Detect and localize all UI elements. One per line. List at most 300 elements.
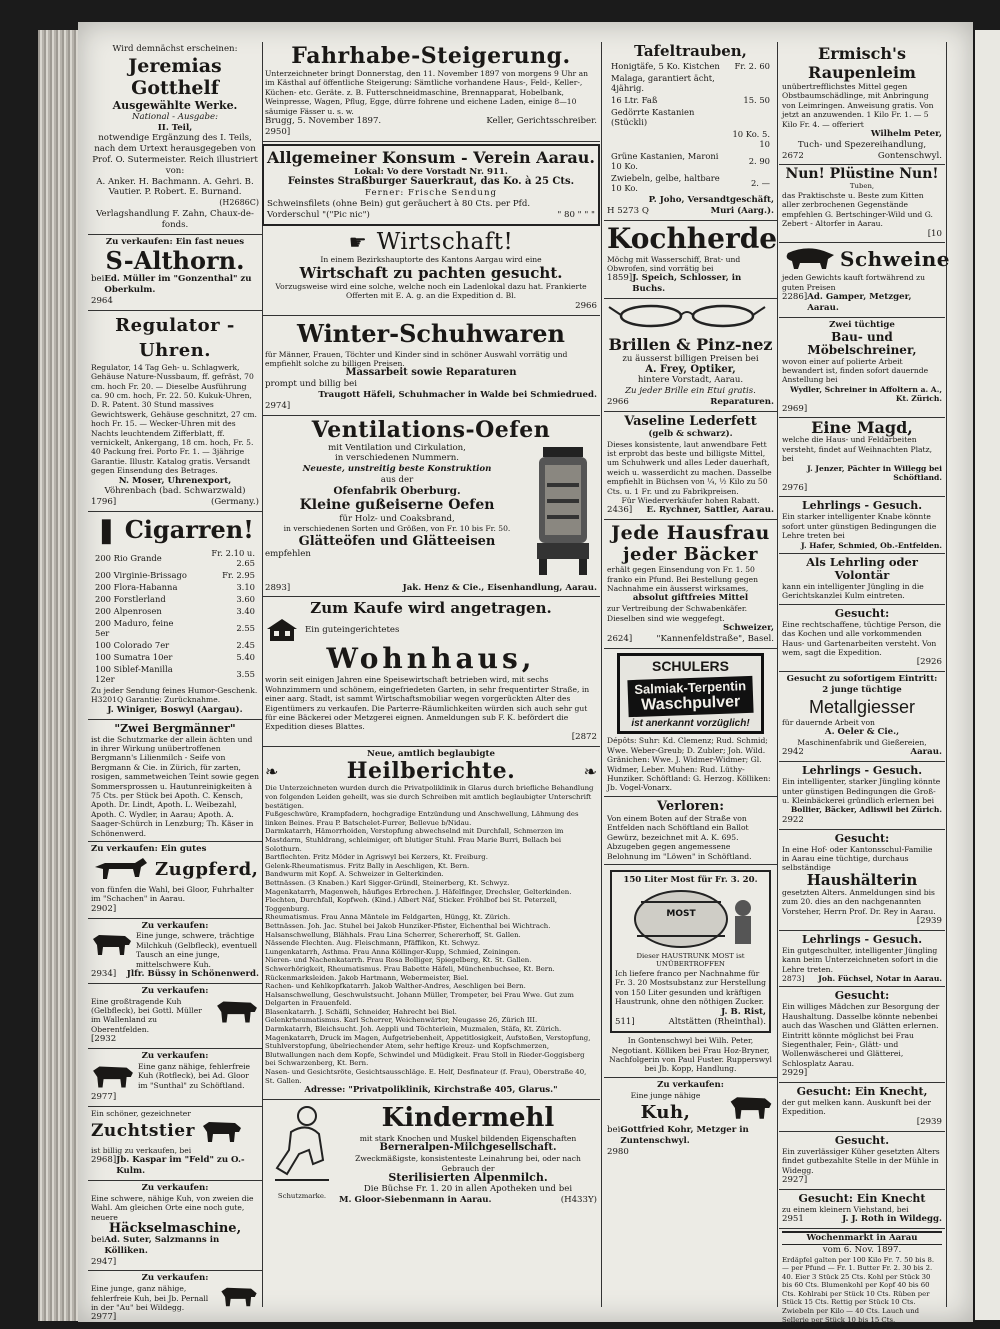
ad-title: Wochenmarkt in Aarau <box>782 1231 942 1245</box>
ad-contact: Gottfried Kohr, Metzger in Zuntenschwyl. <box>620 1124 749 1146</box>
column-3 <box>604 42 777 1312</box>
ad-body: für dauernde Arbeit von <box>782 717 875 727</box>
ad-body: In einem Bezirkshauptorte des Kantons Aargau wird eine <box>320 254 542 264</box>
ad-cigarren <box>88 512 262 720</box>
ad-bei: bei <box>91 274 105 285</box>
ad-addr: "Kannenfeldstraße", Basel. <box>656 633 774 644</box>
ad-title: Kochherde <box>607 221 778 255</box>
ad-title: Ventilations-Oefen <box>311 416 551 443</box>
ad-heilberichte <box>262 747 600 1100</box>
ad-footer: Zu jeder Sendung feines Humor-Geschenk. H3201Q Garantie: Zurücknahme. <box>91 686 258 705</box>
table-cell: 15. 50 <box>743 95 770 105</box>
ad-claim: ist anerkannt vorzüglich! <box>631 717 750 729</box>
ad-heading: Zu verkaufen: <box>141 985 209 996</box>
table-cell: 2.45 <box>236 640 255 651</box>
ad-number: 2966 <box>607 396 629 407</box>
ad-brand: SCHULERS <box>651 657 729 674</box>
table-row <box>609 129 772 149</box>
ad-firm: Wydler, Schreiner in Affoltern a. A., Kt. Zürich. <box>790 384 942 404</box>
testimonial-list <box>265 810 597 1085</box>
ad-title: Bau- und Möbelschreiner, <box>807 329 917 357</box>
cigar-icon: ❚ <box>96 515 117 545</box>
ad-number: 2951 <box>782 1214 804 1225</box>
testimonial-item: Magenkatarrh, Druck im Magen, Aufgetriebenheit, Appetitlosigkeit, Aufstoßen, Verstopfung, Stuhlverstopfung, übelriechender Atem, sehr heftige Kreuz- und Kopfschmerzen, Blutwallungen nach dem Kopfe, Schwindel und Müdigkeit. Frau Stoll in Rieder-Goggisberg bei Schwarzenberg, Kt. Bern. <box>265 1033 591 1068</box>
ad-line: mit Ventilation und Cirkulation, <box>328 442 466 453</box>
ad-sub: 2 junge tüchtige <box>822 684 902 695</box>
table-cell: 200 Alpenrosen <box>95 606 162 617</box>
ad-title: Eine Magd, <box>811 418 913 438</box>
ad-firm: Ad. Gamper, Metzger, Aarau. <box>807 292 912 314</box>
ad-line: mit stark Knochen und Muskel bildenden Eigenschaften <box>359 1134 577 1144</box>
ad-line: Ofenfabrik Oberburg. <box>333 484 461 497</box>
ad-contact: Jlfr. Büssy in Schönenwerd. <box>126 968 259 979</box>
ad-line: Berneralpen-Milchgesellschaft. <box>379 1142 557 1154</box>
ad-heading: Zu verkaufen: Ein fast neues <box>105 236 245 247</box>
ad-bei: bei <box>91 1234 105 1245</box>
ad-most <box>604 865 777 1078</box>
ad-milchkuh <box>88 919 262 984</box>
testimonial-item: Nieren- und Nachenkatarrh. Frau Rosa Bolliger, Spiegelberg, Kt. St. Gallen. <box>265 956 532 965</box>
ad-contact: Ed. Müller im "Gonzenthal" zu Oberkulm. <box>104 274 252 296</box>
ad-body: von fünfen die Wahl, bei Gloor, Fuhrhalter im "Schachen" in Aarau. <box>91 884 254 904</box>
product-sign <box>627 675 753 716</box>
table-cell: Fr. 2.95 <box>222 570 255 581</box>
ad-kuh-3 <box>88 1049 262 1107</box>
ad-title: Ermisch's Raupenleim <box>808 44 916 82</box>
ad-markt <box>779 1229 945 1327</box>
ad-hausfrau <box>604 520 777 648</box>
ad-firm: Wilhelm Peter, <box>870 129 942 140</box>
ad-title-3: Glätteöfen und Glätteeisen <box>298 533 496 549</box>
trademark-illustration <box>269 1102 335 1188</box>
ad-intro: Die Unterzeichneten wurden durch die Privatpoliklinik in Glarus durch briefliche Behandlung von folgenden Leiden geheilt, was sie durch Schreiben mit amtlich beglaubigter Unterschrift bestätigen. <box>265 784 594 810</box>
table-row <box>93 606 257 616</box>
ad-konsum <box>262 144 600 226</box>
ad-part: II. Teil, <box>157 122 193 133</box>
ad-number: 2922 <box>782 814 804 825</box>
ad-body: Möchg mit Wasserschiff, Brat- und Obwrofen, sind vorrätig bei <box>607 254 741 273</box>
ad-line: Neueste, unstreitig beste Konstruktion <box>302 464 492 475</box>
ad-kuher <box>779 1132 945 1190</box>
ad-product-2: Waschpulver <box>640 692 741 714</box>
ad-title-2: jeder Bäcker <box>623 544 758 566</box>
ad-heading: Zu verkaufen: <box>141 920 209 931</box>
table-row <box>93 652 257 662</box>
testimonial-item: Blasenkatarrh. J. Schäfli, Schneider, Hahrecht bei Biel. <box>265 1007 457 1016</box>
ad-firm: J. J. Roth in Wildegg. <box>842 1214 942 1225</box>
ad-title: Wirtschaft! <box>376 228 514 255</box>
ad-lehrling-2 <box>779 762 945 829</box>
table-cell: 2. 90 <box>748 156 770 166</box>
table-row <box>93 640 257 650</box>
ad-number: 2624] <box>607 633 633 644</box>
testimonial-item: Gelenkrheumatismus. Karl Scherrer, Weichenwärter, Neugasse 26, Zürich III. <box>265 1016 538 1025</box>
testimonial-item: Rheumatismus. Frau Anna Mäntele im Feldgarten, Hüngg, Kt. Zürich. <box>265 913 511 922</box>
ad-number: 2968] <box>91 1155 117 1166</box>
ad-number: [2872 <box>571 731 597 742</box>
ad-title: Schweine <box>840 246 950 271</box>
ad-title: Gesucht. <box>834 1133 890 1147</box>
testimonial-item: Halsanschwellung, Geschwulstsucht. Johann Müller, Trompeter, bei Frau Wwe. Gut zum Delgarten in Frauenfeld. <box>265 990 574 1008</box>
ad-gotthelf <box>88 42 262 235</box>
table-row <box>609 173 772 193</box>
ad-schreiner <box>779 318 945 419</box>
ad-title: Regulator - Uhren. <box>115 314 235 361</box>
ad-oefen <box>262 416 600 598</box>
ornament-icon: ❧ <box>265 761 279 781</box>
ad-title: Winter-Schuhwaren <box>297 318 565 348</box>
ad-mass-2: prompt und billig bei <box>265 379 357 390</box>
ad-firm-2: Maschinenfabrik und Gießereien, <box>797 737 927 747</box>
ad-title: Zugpferd, <box>155 859 259 881</box>
cow-icon <box>215 997 259 1027</box>
ad-haushaelterin <box>779 830 945 931</box>
table-cell: 10 Ko. 5. 10 <box>732 129 770 149</box>
testimonial-item: Bettnässen. (3 Knaben.) Karl Sigger-Gründl, Steinerberg, Kt. Schwyz. <box>265 878 510 887</box>
adjacent-page-strip <box>975 30 1000 1320</box>
ad-lehrling-1 <box>779 497 945 554</box>
ad-body: worin seit einigen Jahren eine Speisewirtschaft betrieben wird, mit sechs Wohnzimmern und schönem, eingefriedeten Garten, in sehr frequentirter Straße, in einer aarg. Stadt, ist sammt Wirtschaftsmobiliar wegen vorgerückten Alter des Eigentümers zu verkaufen. Die Parterre-Räumlichkeiten würden sich auch sehr gut für eine Bäckerei oder Metzgerei eignen. Anmeldungen sub F. K. befördert die Expedition dieses Blattes. <box>265 675 590 732</box>
ad-body: In eine Hof- oder Kantonsschul-Familie in Aarau eine tüchtige, durchaus selbständige <box>782 844 933 873</box>
column-4 <box>779 42 950 1324</box>
ad-vorder: Vorderschul "("Pic nic") <box>267 209 370 220</box>
ad-body: Ein williges Mädchen zur Besorgung der Haushaltung. Dasselbe könnte nebenbei auch das Waschen und Glätten erlernen. Eintritt könnte möglichst bei Frau Siegenthaler, Fein-, Glätt- und Wollenwäscherei und Glätterei, Schlosplatz Aarau. <box>782 1002 940 1068</box>
ad-knecht-2 <box>779 1190 945 1229</box>
table-row <box>609 95 772 105</box>
ad-place: Muri (Aarg.). <box>710 205 774 216</box>
testimonial-item: Halsanschwellung, Blähhals. Frau Lina Scherrer, Schererhoff, St. Gallen. <box>265 930 521 939</box>
ad-title-2: Haushälterin <box>806 870 918 889</box>
table-row <box>609 107 772 127</box>
ad-knecht-1 <box>779 1083 945 1132</box>
ad-date: vom 6. Nov. 1897. <box>822 1244 902 1255</box>
ad-kuh-4 <box>88 1271 262 1326</box>
ad-title <box>91 514 259 546</box>
testimonial-item: Darmkatarrh, Bleichsucht. Joh. Aeppli und Töchterlein, Muzmalen, Stäfa, Kt. Zürich. <box>265 1025 562 1034</box>
ad-firm: N. Moser, Uhrenexport, <box>118 475 232 486</box>
ad-number: 2964 <box>91 295 113 306</box>
ad-title: Gesucht: Ein Knecht, <box>796 1085 928 1099</box>
ad-line: aus der <box>380 475 414 486</box>
ad-title: Gesucht: <box>834 989 890 1003</box>
table-cell: 16 Ltr. Faß <box>611 95 658 105</box>
testimonial-item: Gelenk-Rheumatismus. Fritz Bally in Aeschligen, Kt. Bern. <box>265 861 470 870</box>
ad-steigerung <box>262 42 600 142</box>
ad-body: Ich liefere franco per Nachnahme für Fr. 3. 20 Mostsubstanz zur Herstellung von 150 Liter gesunden und kräftigen Haustrunk, ohne den nöthigen Zucker. <box>615 968 766 1007</box>
ad-number: 2966 <box>575 300 597 311</box>
ad-title: Jeremias Gotthelf <box>128 54 222 99</box>
ornament-icon: ❧ <box>583 761 597 781</box>
table-cell: 200 Maduro, feine 5er <box>95 618 174 639</box>
ad-heading: Zwei tüchtige <box>829 319 895 330</box>
ad-number: 2942 <box>782 747 804 758</box>
ad-line: Sterilisierten Alpenmilch. <box>388 1171 548 1185</box>
ad-kuh <box>604 1078 777 1161</box>
testimonial-item: Fußgeschwüre, Krampfadern, hochgradige Entzündung und Anschwellung, Lähmung des linken Beines. Frau P. Batschelet-Furrer, Bellevue b/Nidau. <box>265 810 579 827</box>
table-cell: 100 Siblef-Manilla 12er <box>95 664 173 685</box>
ad-contact: Ad. Suter, Salzmanns in Kölliken. <box>104 1234 220 1256</box>
testimonial-item: Lungenkatarrh, Asthma. Frau Anna Köllinger-Kupp, Schmied, Zeiningen. <box>265 947 521 956</box>
ad-number: [10 <box>927 228 942 239</box>
ad-title: Gesucht: Ein Knecht <box>798 1191 926 1205</box>
ad-line: Die Büchse Fr. 1. 20 in allen Apotheken und bei <box>363 1183 573 1194</box>
ad-heading: Zu verkaufen: <box>141 1050 209 1061</box>
ad-title: Als Lehrling oder Volontär <box>806 554 918 582</box>
ad-firm: A. Frey, Optiker, <box>645 363 736 375</box>
ad-seife <box>88 720 262 842</box>
ad-number: 2977] <box>91 1091 117 1102</box>
column-1 <box>88 42 262 1323</box>
ad-body-2: gesetzten Alters. Anmeldungen sind bis zum 20. dies an den nachgenannten Vorsteher, Herrn Prof. Dr. Rey in Aarau. <box>782 887 936 916</box>
ad-addr: hintere Vorstadt, Aarau. <box>637 375 744 386</box>
testimonial-item: Rückenmarksleiden. Jakob Hartmann, Webermeister, Biel. <box>265 973 469 982</box>
testimonial-item: Rachen- und Kehlkopfkatarrh. Jakob Walther-Andres, Aeschligen bei Bern. <box>265 982 526 991</box>
ad-line: empfehlen <box>265 548 311 559</box>
ad-body: erhält gegen Einsendung von Fr. 1. 50 franko ein Pfund. Bei Bestellung gegen Nachnahme ein äusserst wirksames, <box>607 565 759 594</box>
ad-body: ist die Schutzmarke der allein ächten und in ihrer Wirkung unübertroffenen Bergmann's Lilienmilch - Seife von Bergmann & Cie. in Zürich, für zarten, rosigen, sammetweichen Teint sowie gegen Sommersprossen u. Hautunreinigkeiten à 75 Cts. per Stück bei Apoth. C. Kensch, Apoth. Dr. Lindt, Apoth. L. Weibezahl, Apoth. C. Wydler, in Aarau; Apoth. A. Saager-Schürch in Lenzburg; Th. Käser in Schönenwerd. <box>91 734 259 838</box>
ad-body: ist billig zu verkaufen, bei <box>91 1145 192 1155</box>
ad-body: Unterzeichneter bringt Donnerstag, den 11. November 1897 von morgens 9 Uhr an im Kästhal auf öffentliche Steigerung: Sämtliche vorhandene Haus-, Feld-, Keller-, Küchen- etc. Geräte. z. B. Futterschneidmaschine, Brennapparat, Hobelbank, Weinpresse, Wagen, Pflug, Egge, dürre fohrene und eichene Laden, einige 8—10 säumige Fässer u. s. w. <box>265 69 588 116</box>
ad-bei: bei <box>607 1124 621 1135</box>
ad-althorn <box>88 235 262 311</box>
cow-icon <box>219 1284 259 1310</box>
ad-country: (Germany.) <box>210 497 259 508</box>
ad-title: Gesucht: <box>834 831 890 845</box>
ad-heading: Zu verkaufen: <box>657 1079 724 1090</box>
ad-title: Kindermehl <box>381 1103 555 1134</box>
ad-body: Ein zuverlässiger Küher gesetzten Alters findet gutbezahlte Stelle in der Mühle in Widegg. <box>782 1146 940 1175</box>
bull-icon <box>199 1118 245 1146</box>
testimonial-item: Nässende Flechten. Aug. Fleischmann, Pfäffikon, Kt. Schwyz. <box>265 939 481 948</box>
ad-heading: Gesucht zu sofortigem Eintritt: <box>786 674 938 685</box>
table-cell: 2.55 <box>236 623 255 634</box>
ad-firm: J. B. Rist, <box>721 1006 766 1017</box>
testimonial-item: Bettnässen. Joh. Jac. Stuhel bei Jakob Hunziker-Pfister, Eichenthal bei Wichtrach. <box>265 921 551 930</box>
cow-icon <box>91 1062 135 1092</box>
ad-lederfett <box>604 412 777 520</box>
table-cell: 100 Colorado 7er <box>95 640 170 651</box>
ad-lehrling-3 <box>779 931 945 988</box>
ad-firm: Schweizer, <box>722 623 774 634</box>
column-2 <box>262 42 600 1312</box>
ad-haeckselmaschine <box>88 1181 262 1271</box>
ad-line: M. Gloor-Siebenmann in Aarau. <box>339 1194 492 1205</box>
ad-kochherde <box>604 221 777 299</box>
ad-number: 2947] <box>91 1256 117 1267</box>
ad-line: Zweckmäßigste, konsistenteste Leinahrung bei, oder nach Gebrauch der <box>355 1154 581 1173</box>
column-rule <box>777 42 778 1307</box>
table-row <box>93 664 257 684</box>
ad-firm: J. Hafer, Schmied, Ob.-Entfelden. <box>800 540 942 550</box>
trademark-label: Schutzmarke. <box>277 1191 327 1200</box>
ad-zugpferd <box>88 842 262 918</box>
ad-number: [2939 <box>916 916 942 927</box>
horse-icon <box>91 855 151 885</box>
ad-body: Eine ganz nähige, fehlerfreie Kuh (Rotfleck), bei Ad. Gloor im "Sunthal" zu Schöftland. <box>138 1061 250 1090</box>
ad-vorder-price: " 80 " " " <box>557 209 595 220</box>
ad-schwein: Schweinsfilets (ohne Bein) gut geräuchert à 80 Cts. per Pfd. <box>267 199 531 210</box>
ad-body: Dieses konsistente, laut anwendbare Fett ist erprobt das beste und billigste Mittel, um Schuhwerk und alles Leder dauerhaft, weich u. wasserdicht zu machen. Dasselbe empfiehlt in Büchsen von ¼, ½ Kilo zu 50 Cts. u. 1 Fr. und zu Fabrikpreisen. <box>607 439 772 496</box>
table-cell: 3.55 <box>236 669 255 680</box>
barrel-illustration <box>621 888 761 950</box>
ad-maedchen <box>779 987 945 1083</box>
ad-leim <box>779 42 945 165</box>
ad-magd <box>779 418 945 497</box>
ad-title: Kuh, <box>640 1101 691 1123</box>
ad-sub: Eine junge nähige <box>630 1090 701 1100</box>
testimonial-item: Nasen- und Gesichtsröte, Gesichtsausschläge. E. Helf, Desfinateur (f. Frau), Oberstraße 40, St. Gallen. <box>265 1068 587 1085</box>
ad-body: wovon einer auf polierte Arbeit bewandert ist, finden sofort dauernde Anstellung bei <box>782 356 929 385</box>
ad-number: 2672 <box>782 150 804 161</box>
table-cell: 200 Flora-Habanna <box>95 582 178 593</box>
table-cell: Fr. 2.10 u. 2.65 <box>211 548 255 569</box>
ad-mass: Massarbeit sowie Reparaturen <box>345 367 517 379</box>
ad-title: Vaseline Lederfett <box>624 413 757 429</box>
ad-body: Eine junge, schwere, trächtige Milchkuh (Gelbfleck), eventuell Tausch an eine junge, mittelschwere Kuh. <box>136 931 258 969</box>
ad-number: 511] <box>615 1017 635 1028</box>
ad-number: 2976] <box>782 482 808 493</box>
column-rule <box>946 42 947 1307</box>
ad-volontaer <box>779 554 945 605</box>
ad-place: Gontenschwyl. <box>877 150 942 161</box>
testimonial-item: Magenkatarrh, Magenweh, häufiges Erbrechen. J. Häfelfinger, Drechsler, Gelterkinden. <box>265 887 572 896</box>
ad-title: "Zwei Bergmänner" <box>114 721 236 735</box>
ad-title: S-Althorn. <box>105 246 245 276</box>
table-cell: 5.40 <box>236 652 255 663</box>
ad-heading: Zu verkaufen: Ein gutes <box>91 844 207 855</box>
ad-body: Eine rechtschaffene, tüchtige Person, die das Kochen und alle vorkommenden Haus- und Gartenarbeiten versteht. Von wem, sagt die Expedition. <box>782 619 941 657</box>
ad-sub: Tuben, <box>849 182 875 191</box>
ad-publisher: Verlagshandlung F. Zahn, Chaux-de-fonds. <box>96 208 254 230</box>
ad-product: Salmiak-Terpentin <box>634 677 747 697</box>
ad-number: 2873] <box>782 974 805 984</box>
ad-number: [2926 <box>916 657 942 668</box>
stove-illustration <box>529 443 597 583</box>
ad-title: Verloren: <box>657 798 724 814</box>
price-table <box>91 546 259 686</box>
ad-code: (H433Y) <box>560 1194 597 1205</box>
table-cell: Malaga, garantiert ächt, 4jährig. <box>611 73 715 93</box>
ad-address: Adresse: "Privatpoliklinik, Kirchstraße 405, Glarus." <box>304 1085 558 1096</box>
ad-depots: Dépôts: Suhr: Kd. Clemenz; Rud. Schmid; Wwe. Weber-Greub; D. Zubler; Joh. Wild. Gränichen: Wwe. J. Widmer-Widmer; Gl. Widmer, Leber. Muhen: Rud. Lüthy-Hunziker. Schöftland: G. Herzog. Kölliken: Jb. Vogel-Vonarx. <box>607 736 771 793</box>
ad-line: in verschiedenen Nummern. <box>335 453 459 464</box>
price-table <box>607 59 774 195</box>
ad-heading: Neue, amtlich beglaubigte <box>367 748 495 759</box>
ad-intro: Wird demnächst erscheinen: <box>112 44 238 54</box>
ad-trauben <box>604 42 777 221</box>
barrel-label: Dieser HAUSTRUNK MOST ist UNÜBERTROFFEN <box>636 951 745 969</box>
ad-resale: Für Wiederverkäufer hohen Rabatt. <box>621 496 760 506</box>
ad-firm: Jak. Henz & Cie., Eisenhandlung, Aarau. <box>402 582 597 593</box>
table-cell: Grüne Kastanien, Maroni 10 Ko. <box>611 151 719 171</box>
ad-body: Eine schwere, nähige Kuh, von zweien die Wahl. Am gleichen Orte eine noch gute, neuere <box>91 1193 254 1222</box>
table-cell: Zwiebeln, gelbe, haltbare 10 Ko. <box>611 173 720 193</box>
table-row <box>93 618 257 638</box>
ad-firm: Bollier, Bäcker, Adliswil bei Zürich. <box>790 805 942 815</box>
table-cell: 200 Virginie-Brissago <box>95 570 187 581</box>
ad-number: 2969] <box>782 403 808 414</box>
table-row <box>93 548 257 568</box>
table-row <box>609 61 772 71</box>
ad-body: das Praktischste u. Beste zum Kitten aller zerbrochenen Gegenstände empfehlen G. Bertschinger-Wild und G. Zebert - Altorfer in Aarau. <box>782 191 933 229</box>
ad-wohnhaus <box>262 597 600 746</box>
pig-icon <box>782 245 836 273</box>
table-cell: 2. — <box>750 178 770 188</box>
ad-wirtschaft <box>262 228 600 316</box>
table-cell: Gedörrte Kastanien (Stückli) <box>611 107 695 127</box>
ad-number: 2980 <box>607 1146 629 1157</box>
table-cell <box>728 107 772 127</box>
cow-icon <box>728 1093 774 1123</box>
ad-kindermehl <box>262 1100 600 1208</box>
ad-title: Häckselmaschine, <box>108 1220 242 1236</box>
ad-body: Ein gutgeschulter, intelligenter Jüngling kann beim Unterzeichneten sofort in die Lehre treten. <box>782 945 938 974</box>
ad-depots: In Gontenschwyl bei Wilh. Peter, Negotiant. Kölliken bei Frau Hoz-Bryner, Nachfolgerin von Paul Fuster. Rupperswyl bei Jb. Kopp, Handlung. <box>609 1036 772 1074</box>
ad-number: 2977] <box>91 1312 117 1323</box>
table-cell <box>728 73 772 93</box>
ad-firm: Traugott Häfeli, Schuhmacher in Walde bei Schmiedrued. <box>318 390 597 401</box>
ad-heading: Zu verkaufen: <box>141 1273 209 1284</box>
ad-firm: J. Winiger, Boswyl (Aargau). <box>107 704 243 715</box>
testimonial-item: Bandwurm mit Kopf. A. Schweizer in Gelterkinden. <box>265 870 444 879</box>
ad-title: Wohnhaus, <box>326 642 536 676</box>
eyeglasses-icon <box>607 301 767 331</box>
ad-gesucht-1 <box>779 605 945 672</box>
ad-kuh-2 <box>88 984 262 1049</box>
ad-body: kann ein intelligenter Jüngling in die Gerichtskanzlei Kulm eintreten. <box>782 581 924 601</box>
ad-schweine <box>779 243 950 317</box>
ad-pluestine <box>779 165 945 243</box>
ad-title: Lehrlings - Gesuch. <box>801 932 923 946</box>
ad-uhren <box>88 311 262 512</box>
ad-title-2: Kleine gußeiserne Oefen <box>299 496 495 513</box>
ad-number: 2902] <box>91 903 117 914</box>
ad-place: Vöhrenbach (bad. Schwarzwald) <box>104 486 246 497</box>
ad-number: 1796] <box>91 497 117 508</box>
ad-body: Ein starker intelligenter Knabe könnte sofort unter günstigen Bedingungen die Lehre treten bei <box>782 512 937 541</box>
ad-title: Gesucht: <box>834 606 890 620</box>
ad-body: Erdäpfel galten per 100 Kilo Fr. 7. 50 bis 8. — per Pfund — Fr. 1. Butter Fr. 2. 30 bis 2. 40. Eier 3 Stück 25 Cts. Kohl per Stück 30 bis 60 Cts. Blumenkohl per Kopf 40 bis 60 Cts. Kohlrabi per Stück 10 Cts. Rüben per Stück 15 Cts. Rettig per Stück 10 Cts. Zwiebeln per Kilo — 40 Cts. Lauch und Sellerie per Stück 10 bis 15 Cts. <box>782 1255 935 1324</box>
table-cell: 100 Sumatra 10er <box>95 652 173 663</box>
table-cell: 3.10 <box>236 582 255 593</box>
ad-zuchtstier <box>88 1107 262 1181</box>
ad-firm: Joh. Füchsel, Notar in Aarau. <box>818 974 942 984</box>
table-row <box>93 582 257 592</box>
ad-title: Allgemeiner Konsum - Verein Aarau. <box>267 147 595 167</box>
ad-title: Heilberichte. <box>346 758 516 785</box>
testimonial-item: Flechten, Durchfall, Kopfweh. (Kind.) Albert Näf, Sticker. Fröhlbof bei St. Peterzell, Toggenburg. <box>265 896 558 913</box>
testimonial-item: Bartflechten. Fritz Möder in Agriswyl bei Kerzers, Kt. Freiburg. <box>265 853 488 862</box>
most-box <box>610 870 771 1033</box>
ad-line: für Holz- und Coaksbrand, <box>339 513 455 524</box>
svg-text:MOST: MOST <box>665 908 696 919</box>
ad-title: Fahrhabe-Steigerung. <box>291 43 571 69</box>
ad-body-2: Vorzugsweise wird eine solche, welche noch ein Ladenlokal dazu hat. Frankierte Offerten mit E. A. g. an die Expedition d. Bl. <box>275 282 587 301</box>
ad-title: Brillen & Pinz-nez <box>608 334 773 354</box>
ad-sendung: Ferner: Frische Sendung <box>364 188 498 199</box>
ad-number: 2950] <box>265 126 291 137</box>
ad-contact: Jb. Kaspar im "Feld" zu O.-Kulm. <box>116 1155 245 1177</box>
ad-title: Jede Hausfrau <box>611 522 770 545</box>
table-cell: Honigtäfe, 5 Ko. Kistchen <box>611 61 720 71</box>
ad-body: der gut melken kann. Auskunft bei der Expedition. <box>782 1098 931 1117</box>
ad-number: [2939 <box>916 1116 942 1127</box>
ad-heading: Ein schöner, gezeichneter <box>91 1108 191 1118</box>
ad-body: notwendige Ergänzung des I. Teils, nach dem Urtext herausgegeben von Prof. O. Sutermeister. Reich illustriert von: <box>92 133 258 176</box>
table-row <box>93 570 257 580</box>
ad-body: Ein intelligenter, starker Jüngling könnte unter günstigen Bedingungen die Groß- u. Kleinbäckerei gründlich erlernen bei <box>782 777 941 805</box>
ad-subtitle: Ausgewählte Werke. <box>112 98 238 112</box>
